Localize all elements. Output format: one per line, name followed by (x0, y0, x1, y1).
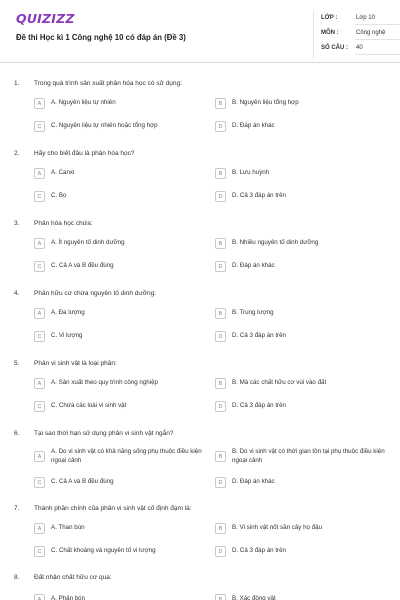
question-number: 1. (14, 80, 20, 87)
option-text: D. Đáp án khác (232, 262, 275, 269)
option-text: D. Cả 3 đáp án trên (232, 547, 287, 554)
option-letter-c: C (34, 477, 45, 488)
option-text: B. Nhiều nguyên tố dinh dưỡng (232, 239, 319, 246)
question-number: 5. (14, 360, 20, 367)
option-text: A. Ít nguyên tố dinh dưỡng (51, 239, 125, 246)
question-number: 3. (14, 220, 20, 227)
option-letter-b: B (215, 378, 226, 389)
quizizz-logo: QUIZIZZ (16, 11, 75, 26)
meta-row-class (321, 15, 400, 28)
option-text: A. Phân bón (51, 595, 86, 600)
option-letter-a: A (34, 308, 45, 319)
option-letter-c: C (34, 121, 45, 132)
option-letter-c: C (34, 261, 45, 272)
option-letter-b: B (215, 308, 226, 319)
question-number: 4. (14, 290, 20, 297)
option-text: B. Trung lượng (232, 309, 274, 316)
option-letter-c: C (34, 546, 45, 557)
meta-row-subject (321, 30, 400, 43)
option-letter-a: A (34, 168, 45, 179)
option-text: A. Đa lượng (51, 309, 85, 316)
option-text: A. Do vi sinh vật có khả năng sống phụ thuộc điều kiện ngoại cảnh (51, 448, 202, 464)
option-letter-b: B (215, 238, 226, 249)
option-text: B. Nguyên liệu tổng hợp (232, 99, 299, 106)
option-letter-d: D (215, 331, 226, 342)
option-letter-a: A (34, 451, 45, 462)
meta-underline (355, 54, 400, 55)
option-letter-b: B (215, 168, 226, 179)
option-letter-a: A (34, 238, 45, 249)
option-text: B. Do vi sinh vật có thời gian tồn tại phụ thuộc điều kiện ngoại cảnh (232, 448, 385, 464)
option-text: C. Chứa các loài vi sinh vật (51, 402, 127, 409)
question-text: Phân hữu cơ chứa nguyên tố dinh dưỡng: (34, 290, 157, 297)
option-letter-d: D (215, 401, 226, 412)
option-letter-d: D (215, 191, 226, 202)
question-text: Hãy cho biết đâu là phân hóa học? (34, 150, 135, 157)
meta-label: LỚP : (321, 15, 338, 21)
meta-underline (355, 39, 400, 40)
option-letter-c: C (34, 191, 45, 202)
option-letter-b: B (215, 594, 226, 600)
option-letter-a: A (34, 98, 45, 109)
option-text: D. Đáp án khác (232, 122, 275, 129)
meta-box (313, 11, 400, 59)
option-letter-c: C (34, 331, 45, 342)
page-title: Đề thi Học kì 1 Công nghệ 10 có đáp án (Đề 3) (16, 33, 186, 42)
worksheet-header (0, 0, 400, 63)
option-text: C. Bo (51, 192, 67, 199)
question-number: 8. (14, 574, 20, 581)
option-letter-a: A (34, 378, 45, 389)
meta-row-count (321, 45, 400, 58)
question-text: Phân vi sinh vật là loại phân: (34, 360, 117, 367)
meta-value: 40 (356, 45, 363, 51)
option-letter-d: D (215, 121, 226, 132)
option-letter-d: D (215, 261, 226, 272)
question-number: 2. (14, 150, 20, 157)
option-text: A. Than bùn (51, 524, 85, 531)
meta-label: SỐ CÂU : (321, 45, 348, 51)
option-text: D. Cả 3 đáp án trên (232, 332, 287, 339)
option-letter-d: D (215, 546, 226, 557)
option-text: D. Cả 3 đáp án trên (232, 402, 287, 409)
option-text: C. Cả A và B đều đúng (51, 478, 114, 485)
option-text: C. Nguyên liệu tự nhiên hoặc tổng hợp (51, 122, 158, 129)
option-letter-b: B (215, 98, 226, 109)
option-letter-b: B (215, 523, 226, 534)
option-text: C. Cả A và B đều đúng (51, 262, 114, 269)
question-number: 6. (14, 430, 20, 437)
meta-label: MÔN : (321, 30, 339, 36)
option-letter-a: A (34, 594, 45, 600)
option-letter-d: D (215, 477, 226, 488)
option-text: C. Chất khoáng và nguyên tố vi lượng (51, 547, 156, 554)
option-letter-c: C (34, 401, 45, 412)
option-text: C. Vi lượng (51, 332, 83, 339)
option-text: A. Sản xuất theo quy trình công nghiệp (51, 379, 158, 386)
meta-value: Công nghệ (356, 30, 386, 36)
option-text: A. Nguyên liệu tự nhiên (51, 99, 116, 106)
question-text: Phân hóa học chứa: (34, 220, 93, 227)
question-text: Tại sao thời hạn sử dụng phân vi sinh vật ngắn? (34, 430, 174, 437)
question-text: Đất nhận chất hữu cơ qua: (34, 574, 112, 581)
option-letter-a: A (34, 523, 45, 534)
option-text: A. Canxi (51, 169, 75, 176)
option-letter-b: B (215, 451, 226, 462)
meta-underline (355, 24, 400, 25)
option-text: D. Cả 3 đáp án trên (232, 192, 287, 199)
question-number: 7. (14, 505, 20, 512)
question-text: Trong quá trình sản xuất phân hóa học có sử dụng: (34, 80, 182, 87)
option-text: B. Vi sinh vật nốt sần cây họ đậu (232, 524, 323, 531)
option-text: D. Đáp án khác (232, 478, 275, 485)
option-text: B. Mà các chất hữu cơ vùi vào đất (232, 379, 327, 386)
question-text: Thành phần chính của phân vi sinh vật cố định đạm là: (34, 505, 192, 512)
option-text: B. Xác động vật (232, 595, 276, 600)
meta-value: Lớp 10 (356, 15, 375, 21)
option-text: B. Lưu huỳnh (232, 169, 270, 176)
